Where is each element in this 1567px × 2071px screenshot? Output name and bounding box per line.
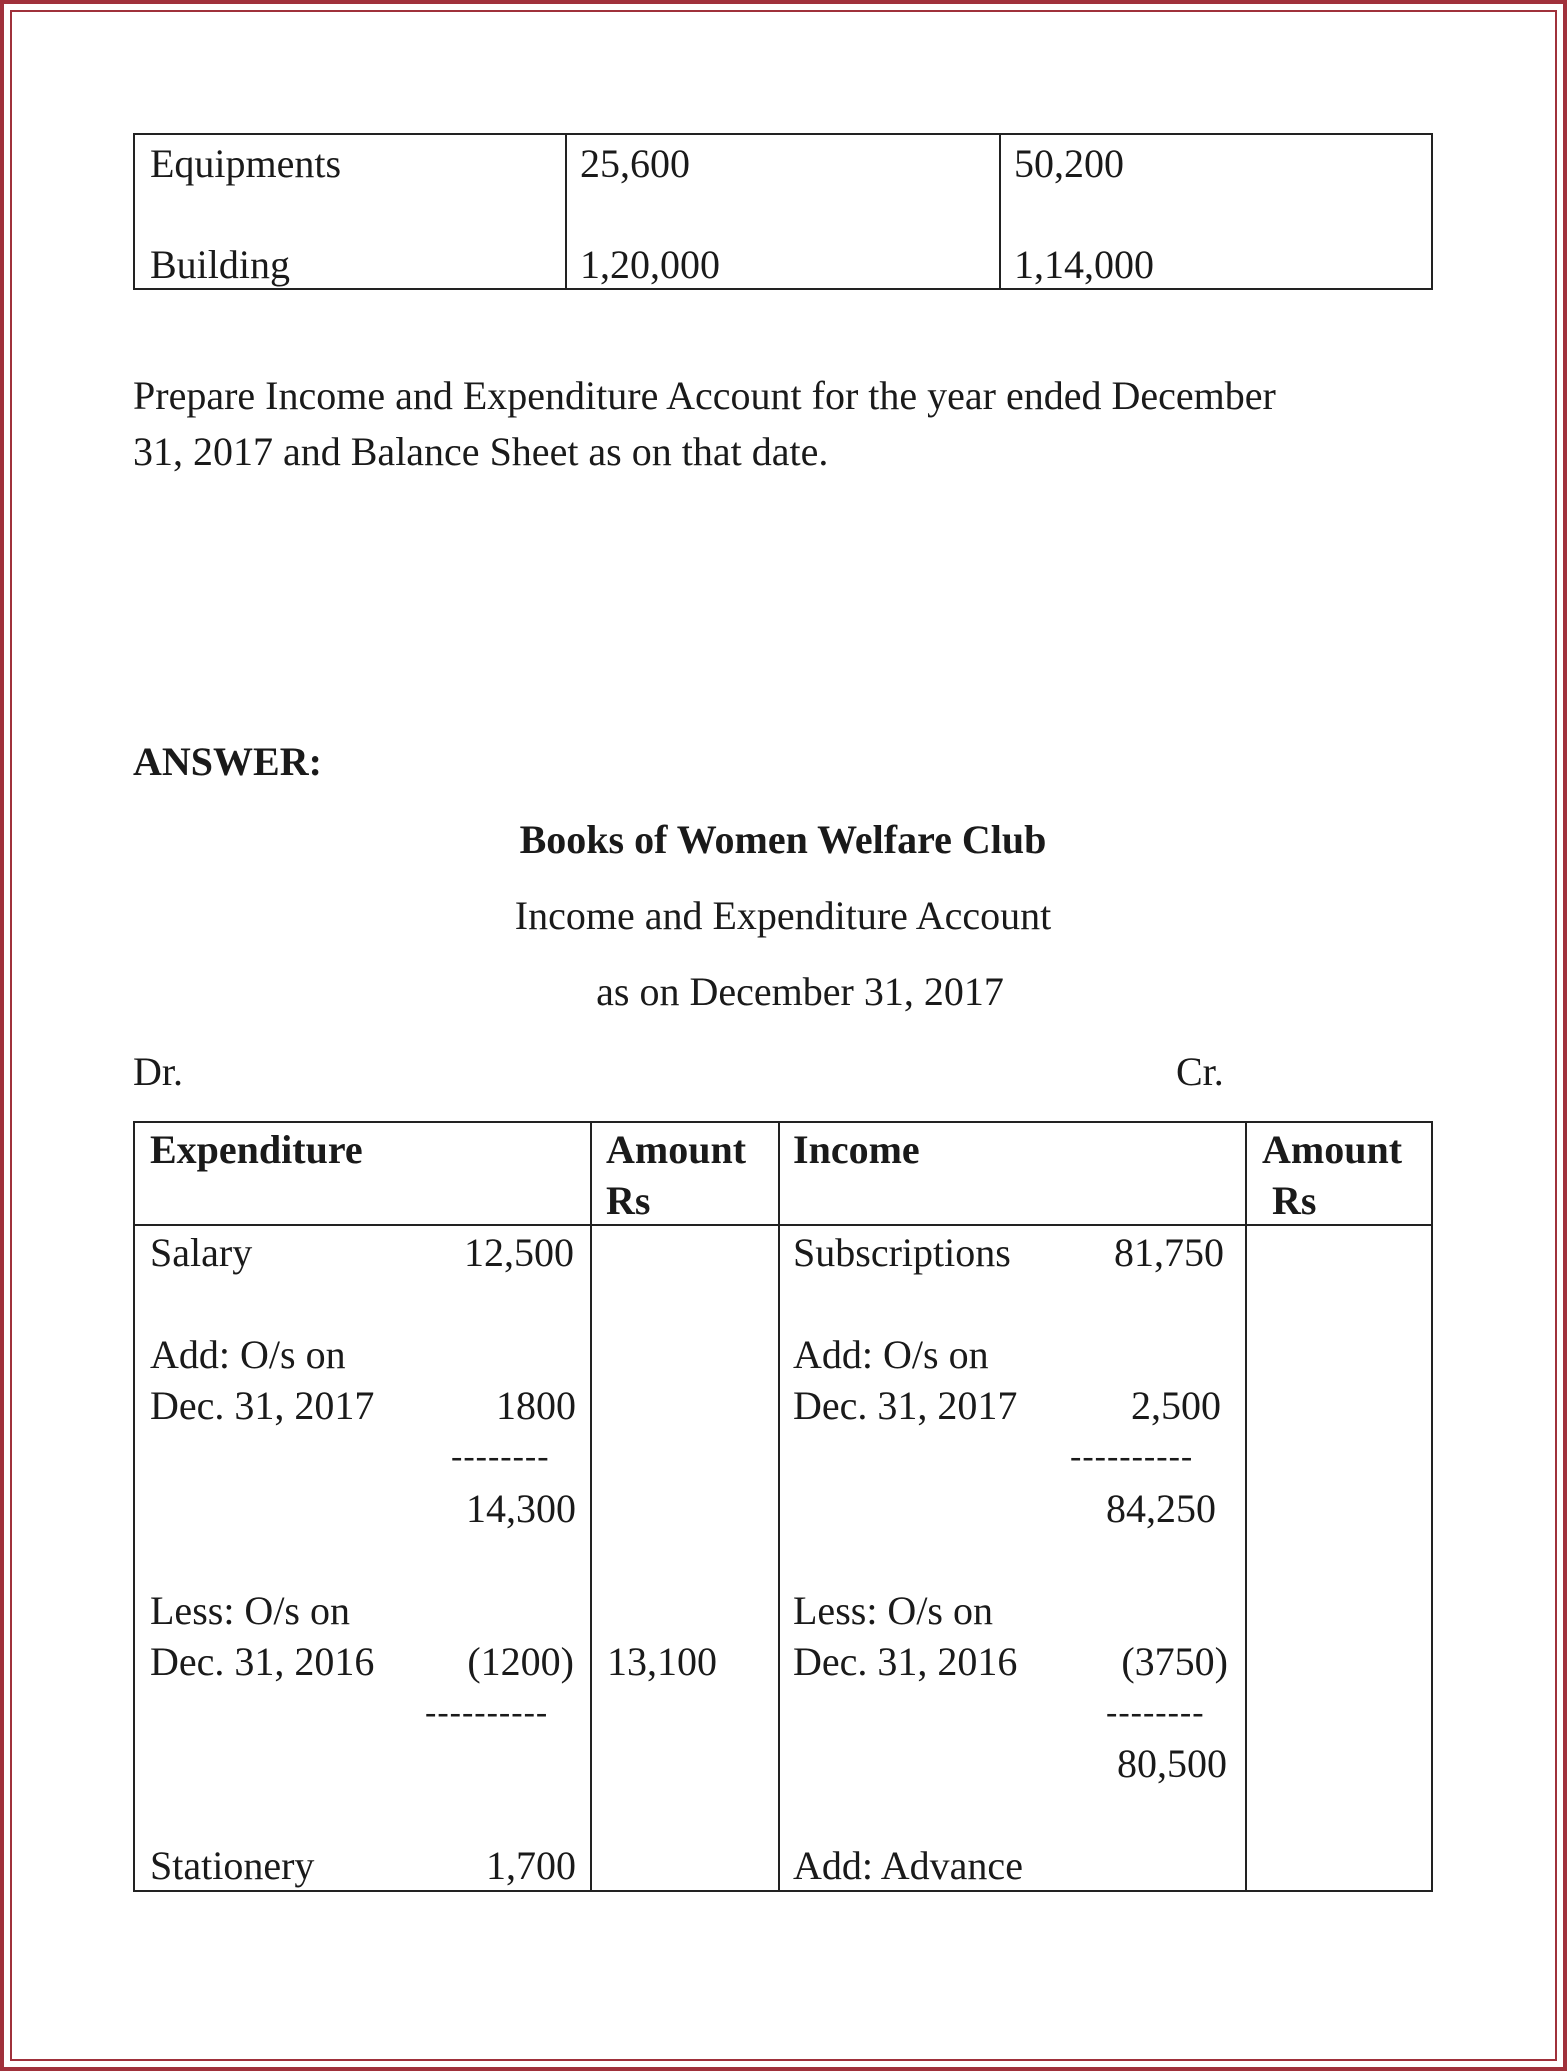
subs-net: 80,500 [1117,1741,1227,1786]
advance-label: Add: Advance [793,1843,1023,1888]
salary-value: 12,500 [464,1230,574,1275]
salary-add-label: Add: O/s on [150,1332,346,1377]
subs-add-value: 2,500 [1131,1383,1221,1428]
table-row-label: Building [150,242,291,287]
table-cell: 25,600 [580,141,690,186]
table-cell: 1,20,000 [580,242,720,287]
header-amount-right-unit: Rs [1272,1178,1317,1223]
stationery-value: 1,700 [486,1843,576,1888]
table-cell: 50,200 [1014,141,1124,186]
salary-less-value: (1200) [467,1639,574,1684]
subs-less-value: (3750) [1121,1639,1228,1684]
divider-dashes: ---------- [1070,1438,1194,1475]
header-amount-right: Amount [1262,1127,1403,1172]
divider-dashes: -------- [451,1438,550,1475]
answer-label: ANSWER: [133,739,322,784]
header-amount-left-unit: Rs [606,1178,651,1223]
salary-less-label: Less: O/s on [150,1588,350,1633]
question-line: Prepare Income and Expenditure Account for the year ended December [133,373,1276,418]
question-line: 31, 2017 and Balance Sheet as on that date. [133,429,829,474]
account-date: as on December 31, 2017 [596,969,1004,1014]
account-subtitle: Income and Expenditure Account [514,893,1052,938]
salary-subtotal: 14,300 [466,1486,576,1531]
subs-less-label: Less: O/s on [793,1588,993,1633]
header-amount-left: Amount [606,1127,747,1172]
table-row-label: Equipments [150,141,342,186]
subscriptions-label: Subscriptions [793,1230,1011,1275]
salary-total: 13,100 [607,1639,717,1684]
salary-label: Salary [150,1230,253,1275]
header-income: Income [793,1127,920,1172]
cr-label: Cr. [1176,1049,1224,1094]
divider-dashes: ---------- [425,1694,549,1731]
salary-add-value: 1800 [496,1383,576,1428]
page-border-inner [10,10,1557,2061]
divider-dashes: -------- [1106,1694,1205,1731]
subs-add-label: Add: O/s on [793,1332,989,1377]
stationery-label: Stationery [150,1843,315,1888]
salary-less-date: Dec. 31, 2016 [150,1639,375,1684]
question-text [133,368,1453,480]
subs-subtotal: 84,250 [1106,1486,1216,1531]
subscriptions-value: 81,750 [1114,1230,1224,1275]
header-expenditure: Expenditure [150,1127,363,1172]
subs-less-date: Dec. 31, 2016 [793,1639,1018,1684]
page-title: Books of Women Welfare Club [519,817,1047,862]
subs-add-date: Dec. 31, 2017 [793,1383,1018,1428]
salary-add-date: Dec. 31, 2017 [150,1383,375,1428]
dr-label: Dr. [133,1049,183,1094]
table-cell: 1,14,000 [1014,242,1154,287]
